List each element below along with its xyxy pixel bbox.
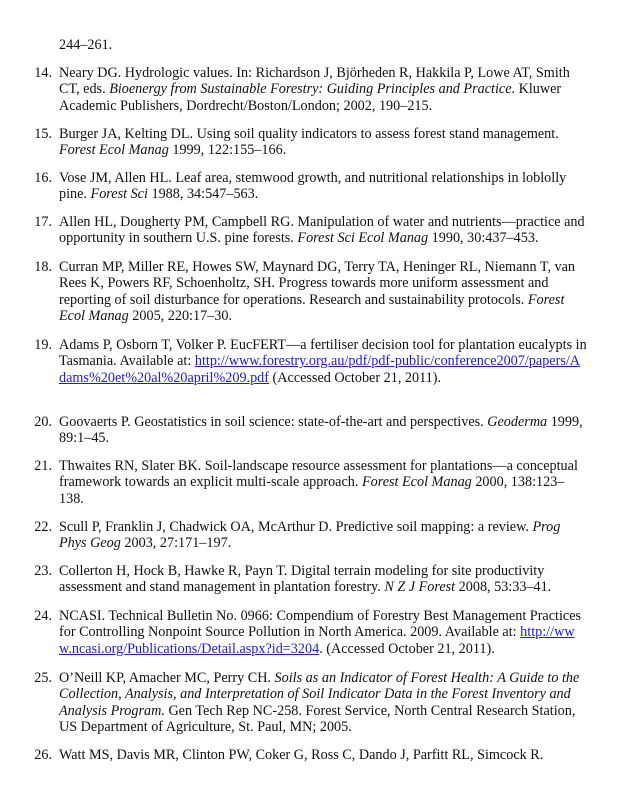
reference-text-span: 2005, 220:17–30. (128, 308, 233, 325)
reference-number: 17. (34, 214, 52, 230)
reference-text-span: (Accessed October 21, 2011). (269, 369, 442, 386)
reference-text (59, 670, 587, 736)
reference-text-span: Allen HL, Dougherty PM, Campbell RG. Manipulation of water and nutrients—practice and opportunity in southern U.S. pine forests. (59, 214, 585, 247)
reference-text-span: 1990, 30:437–453. (428, 230, 539, 247)
reference-number: 26. (34, 747, 52, 763)
reference-text-span: . (Accessed October 21, 2011). (319, 640, 495, 657)
reference-text-span: . Kluwer Academic Publishers, Dordrecht/Boston/London; 2002, 190–215. (59, 81, 562, 114)
reference-text (59, 747, 587, 763)
reference-italic-text: Forest Sci (90, 186, 148, 203)
reference-text-span: Collerton H, Hock B, Hawke R, Payn T. Digital terrain modeling for site productivity assessment and stand management in plantation forestry. (59, 563, 545, 596)
reference-italic-text: Forest Ecol Manag (361, 474, 472, 491)
reference-text (59, 414, 587, 447)
reference-text-span: NCASI. Technical Bulletin No. 0966: Compendium of Forestry Best Management Practices for Controlling Nonpoint Source Pollution in North America. 2009. Available at: (59, 608, 582, 641)
reference-italic-text: Bioenergy from Sustainable Forestry: Guiding Principles and Practice (109, 81, 512, 98)
reference-italic-text: N Z J Forest (384, 579, 456, 596)
reference-italic-text: Geoderma (487, 414, 548, 430)
reference-number: 22. (34, 519, 52, 535)
reference-continuation: 244–261. (59, 37, 113, 53)
reference-link[interactable]: http://www.ncasi.org/Publications/Detail.aspx?id=3204 (59, 624, 575, 657)
reference-number: 21. (34, 458, 52, 474)
reference-text-span: Curran MP, Miller RE, Howes SW, Maynard DG, Terry TA, Heninger RL, Niemann T, van Rees K, Powers RF, Schoenholtz, SH. Progress towards more uniform assessment and reporting of soil disturbance for operations. Research and sustainability protocols. (59, 259, 576, 308)
reference-text-span: 2000, 138:123–138. (59, 474, 565, 507)
reference-text-span: Burger JA, Kelting DL. Using soil quality indicators to assess forest stand management. (59, 126, 559, 142)
reference-number: 23. (34, 563, 52, 579)
reference-italic-text: Prog Phys Geog (59, 519, 561, 552)
reference-text (59, 214, 587, 247)
reference-text (59, 337, 587, 386)
reference-text-span: 1999, 89:1–45. (59, 414, 583, 447)
reference-number: 14. (34, 65, 52, 81)
reference-text-span: Scull P, Franklin J, Chadwick OA, McArthur D. Predictive soil mapping: a review. (59, 519, 533, 535)
reference-text (59, 519, 587, 552)
reference-number: 15. (34, 126, 52, 142)
reference-text (59, 608, 587, 657)
reference-italic-text: Forest Ecol Manag (59, 291, 565, 325)
reference-text-span: Vose JM, Allen HL. Leaf area, stemwood growth, and nutritional relationships in loblolly pine. (59, 170, 567, 203)
reference-text-span: Thwaites RN, Slater BK. Soil-landscape resource assessment for plantations—a conceptual framework towards an explicit multi-scale approach. (59, 458, 578, 491)
reference-text-span: Watt MS, Davis MR, Clinton PW, Coker G, Ross C, Dando J, Parfitt RL, Simcock R. (59, 747, 544, 763)
reference-text (59, 458, 587, 507)
reference-text-span: 1999, 122:155–166. (168, 142, 287, 159)
reference-text-span: 2008, 53:33–41. (455, 579, 552, 596)
reference-text (59, 259, 587, 325)
reference-text (59, 563, 587, 596)
reference-number: 16. (34, 170, 52, 186)
reference-text-span: O’Neill KP, Amacher MC, Perry CH. (59, 670, 275, 686)
reference-italic-text: Forest Ecol Manag (59, 142, 169, 159)
reference-number: 19. (34, 337, 52, 353)
reference-italic-text: Forest Sci Ecol Manag (297, 230, 429, 247)
reference-text-span: 1988, 34:547–563. (147, 186, 259, 203)
reference-text-span: Neary DG. Hydrologic values. In: Richardson J, Björheden R, Hakkila P, Lowe AT, Smith CT, eds. (59, 65, 570, 98)
reference-text (59, 65, 587, 114)
reference-number: 18. (34, 259, 52, 275)
reference-text-span: Adams P, Osborn T, Volker P. EucFERT—a fertiliser decision tool for plantation eucalypts in Tasmania. Available at: (59, 337, 587, 370)
reference-number: 20. (34, 414, 52, 430)
reference-text-span: Goovaerts P. Geostatistics in soil science: state-of-the-art and perspectives. (59, 414, 488, 430)
reference-italic-text: Soils as an Indicator of Forest Health: A Guide to the Collection, Analysis, and Interpretation of Soil Indicator Data in the Forest Inventory and Analysis Program. (59, 670, 580, 719)
reference-text (59, 170, 587, 203)
reference-text-span: Gen Tech Rep NC-258. Forest Service, North Central Research Station, US Department of Agriculture, St. Paul, MN; 2005. (59, 702, 576, 736)
reference-number: 25. (34, 670, 52, 686)
reference-text-span: 2003, 27:171–197. (120, 535, 232, 552)
reference-link[interactable]: http://www.forestry.org.au/pdf/pdf-public/conference2007/papers/Adams%20et%20al%20april%209.pdf (59, 353, 581, 386)
reference-number: 24. (34, 608, 52, 624)
reference-text (59, 126, 587, 159)
